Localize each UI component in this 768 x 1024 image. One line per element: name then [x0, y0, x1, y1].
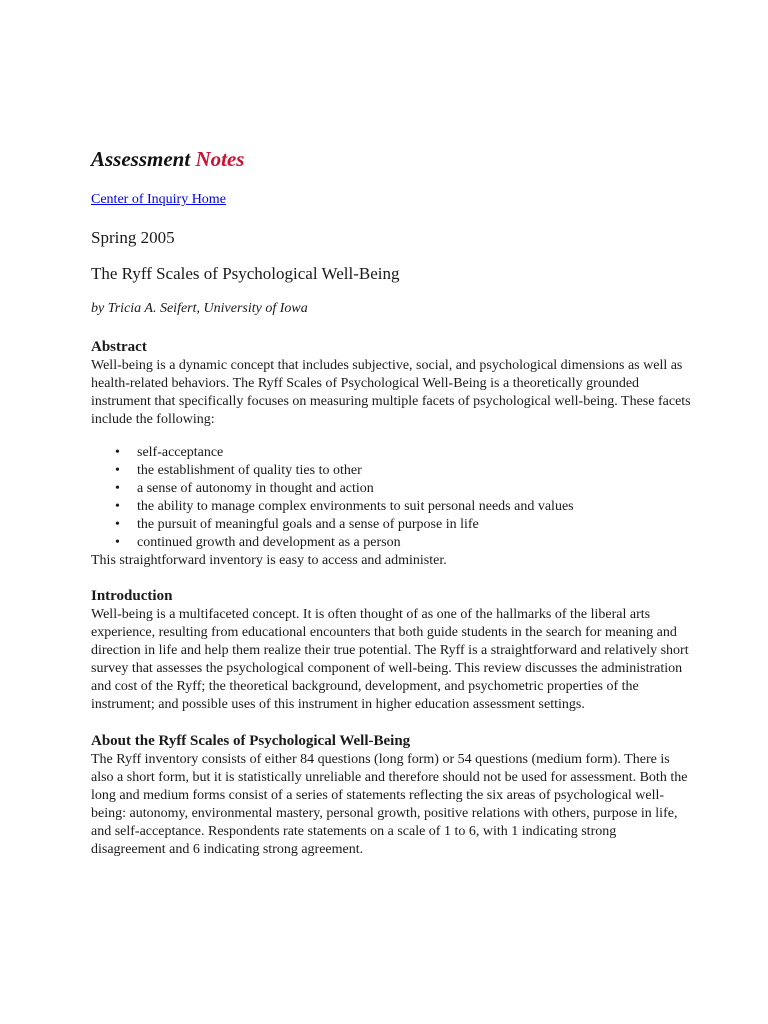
author-byline: by Tricia A. Seifert, University of Iowa: [91, 301, 308, 316]
center-of-inquiry-home-link[interactable]: Center of Inquiry Home: [91, 192, 226, 207]
list-item: [115, 498, 691, 516]
abstract-heading: Abstract: [91, 339, 147, 355]
bullet-icon: •: [115, 499, 120, 514]
facet-text: the establishment of quality ties to other: [137, 463, 362, 478]
issue-season: Spring 2005: [91, 228, 175, 247]
bullet-icon: •: [115, 481, 120, 496]
list-item: [115, 444, 691, 462]
list-item: [115, 480, 691, 498]
article: [91, 146, 691, 859]
bullet-icon: •: [115, 517, 120, 532]
abstract-closing: This straightforward inventory is easy to access and administer.: [91, 553, 447, 568]
facet-text: continued growth and development as a person: [137, 535, 401, 550]
list-item: [115, 534, 691, 552]
list-item: [115, 516, 691, 534]
article-subtitle: The Ryff Scales of Psychological Well-Being: [91, 264, 400, 283]
title-main: Assessment: [91, 147, 191, 171]
bullet-icon: •: [115, 463, 120, 478]
bullet-icon: •: [115, 445, 120, 460]
bullet-icon: •: [115, 535, 120, 550]
list-item: [115, 462, 691, 480]
facet-text: the ability to manage complex environments to suit personal needs and values: [137, 499, 574, 514]
facet-text: the pursuit of meaningful goals and a sense of purpose in life: [137, 517, 479, 532]
facet-text: self-acceptance: [137, 445, 224, 460]
facet-text: a sense of autonomy in thought and action: [137, 481, 374, 496]
abstract-paragraph: Well-being is a dynamic concept that includes subjective, social, and psychological dimensions as well as health-related behaviors. The Ryff Scales of Psychological Well-Being is a theoretically grounded instrument that specifically focuses on measuring multiple facets of psychological well-being. These facets include the following:: [91, 358, 691, 427]
page-title: [91, 146, 691, 172]
title-accent: Notes: [195, 147, 245, 171]
facets-list: [91, 444, 691, 552]
about-paragraph: The Ryff inventory consists of either 84 questions (long form) or 54 questions (medium form). There is also a short form, but it is statistically unreliable and therefore should not be used for assessment. Both the long and medium forms consist of a series of statements reflecting the six areas of psychological well-being: autonomy, environmental mastery, personal growth, positive relations with others, purpose in life, and self-acceptance. Respondents rate statements on a scale of 1 to 6, with 1 indicating strong disagreement and 6 indicating strong agreement.: [91, 752, 688, 857]
introduction-paragraph: Well-being is a multifaceted concept. It is often thought of as one of the hallmarks of the liberal arts experience, resulting from educational encounters that both guide students in the search for meaning and direction in life and help them realize their true potential. The Ryff is a straightforward and relatively short survey that assesses the psychological component of well-being. This review discusses the administration and cost of the Ryff; the theoretical background, development, and psychometric properties of the instrument; and possible uses of this instrument in higher education assessment settings.: [91, 607, 689, 712]
introduction-heading: Introduction: [91, 588, 173, 604]
about-heading: About the Ryff Scales of Psychological Well-Being: [91, 733, 411, 749]
